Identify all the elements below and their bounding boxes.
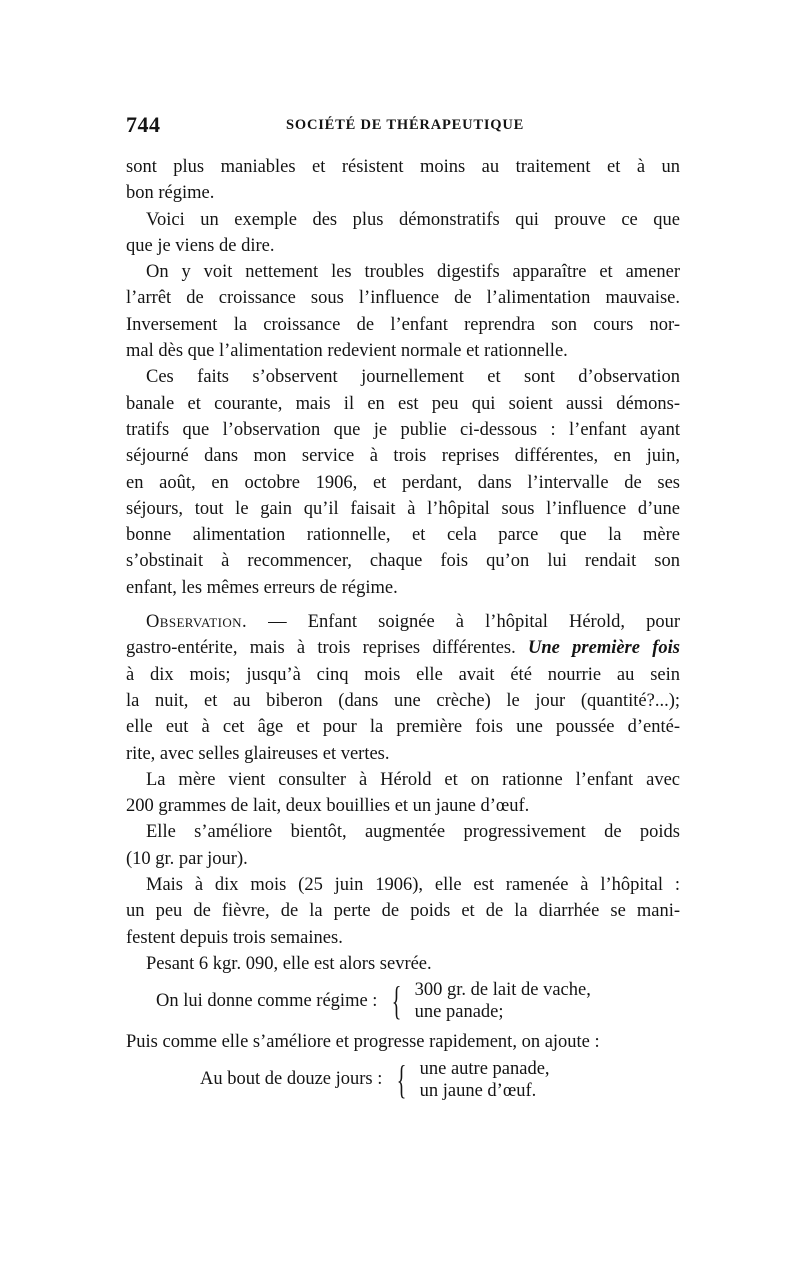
- brace: {: [392, 978, 402, 1024]
- text-line: séjours, tout le gain qu’il faisait à l’hôpital sous l’influence d’une: [126, 498, 680, 519]
- text-line: l’arrêt de croissance sous l’influence de l’alimentation mauvaise.: [126, 288, 680, 309]
- regime-item: une autre panade,: [419, 1058, 550, 1079]
- text-line: à dix mois; jusqu’à cinq mois elle avait été nourrie au sein: [126, 664, 680, 685]
- observation-second-line: [126, 635, 680, 661]
- regime-item: une panade;: [414, 1002, 504, 1023]
- running-title: SOCIÉTÉ DE THÉRAPEUTIQUE: [286, 117, 525, 133]
- observation-line2-before: gastro-entérite, mais à trois reprises différentes.: [126, 638, 529, 659]
- regime-items: [415, 979, 591, 1023]
- text-line: elle eut à cet âge et pour la première fois une poussée d’enté-: [126, 717, 680, 738]
- text-line: enfant, les mêmes erreurs de régime.: [126, 577, 398, 598]
- text-line: un peu de fièvre, de la perte de poids et de la diarrhée se mani-: [126, 901, 680, 922]
- text-line: Mais à dix mois (25 juin 1906), elle est ramenée à l’hôpital :: [146, 875, 680, 896]
- regime-item: 300 gr. de lait de vache,: [414, 980, 591, 1001]
- regime-item: un jaune d’œuf.: [419, 1080, 537, 1101]
- text-line: Elle s’améliore bientôt, augmentée progressivement de poids: [146, 822, 680, 843]
- body-text: [126, 154, 680, 1102]
- observation-first-line: [126, 609, 680, 635]
- regime-items: [420, 1058, 550, 1102]
- page-header: [126, 112, 686, 142]
- text-line: que je viens de dire.: [126, 235, 275, 256]
- text-line: bon régime.: [126, 183, 215, 204]
- text-line: banale et courante, mais il en est peu qui soient aussi démons-: [126, 393, 680, 414]
- text-line: Inversement la croissance de l’enfant reprendra son cours nor-: [126, 314, 680, 335]
- text-line: Pesant 6 kgr. 090, elle est alors sevrée.: [146, 953, 432, 974]
- observation-label: Observation.: [146, 612, 247, 633]
- regime-block-2: [200, 1058, 680, 1102]
- text-line: tratifs que l’observation que je publie ci-dessous : l’enfant ayant: [126, 419, 680, 440]
- text-line: rite, avec selles glaireuses et vertes.: [126, 743, 390, 764]
- regime-block-1: [156, 979, 680, 1023]
- observation-italic-phrase: Une première fois: [528, 638, 680, 659]
- text-line: la nuit, et au biberon (dans une crèche) le jour (quantité?...);: [126, 690, 680, 711]
- text-line: Puis comme elle s’améliore et progresse rapidement, on ajoute :: [126, 1032, 600, 1053]
- regime-lead: Au bout de douze jours :: [200, 1069, 383, 1090]
- regime-lead: On lui donne comme régime :: [156, 991, 378, 1012]
- observation-line1-rest: — Enfant soignée à l’hôpital Hérold, pour: [246, 612, 680, 633]
- text-line: en août, en octobre 1906, et perdant, dans l’intervalle de ses: [126, 472, 680, 493]
- text-line: Voici un exemple des plus démonstratifs qui prouve ce que: [146, 209, 680, 230]
- text-line: On y voit nettement les troubles digestifs apparaître et amener: [146, 262, 680, 283]
- text-line: (10 gr. par jour).: [126, 848, 248, 869]
- text-line: séjourné dans mon service à trois reprises différentes, en juin,: [126, 446, 680, 467]
- page-number: 744: [126, 112, 161, 137]
- text-line: bonne alimentation rationnelle, et cela parce que la mère: [126, 525, 680, 546]
- text-line: La mère vient consulter à Hérold et on rationne l’enfant avec: [146, 769, 680, 790]
- text-line: festent depuis trois semaines.: [126, 927, 343, 948]
- brace: {: [397, 1056, 407, 1102]
- text-line: sont plus maniables et résistent moins au traitement et à un: [126, 157, 680, 177]
- text-line: Ces faits s’observent journellement et sont d’observation: [146, 367, 680, 388]
- text-line: s’obstinait à recommencer, chaque fois qu’on lui rendait son: [126, 551, 680, 572]
- text-line: 200 grammes de lait, deux bouillies et un jaune d’œuf.: [126, 796, 530, 817]
- text-line: mal dès que l’alimentation redevient normale et rationnelle.: [126, 341, 568, 362]
